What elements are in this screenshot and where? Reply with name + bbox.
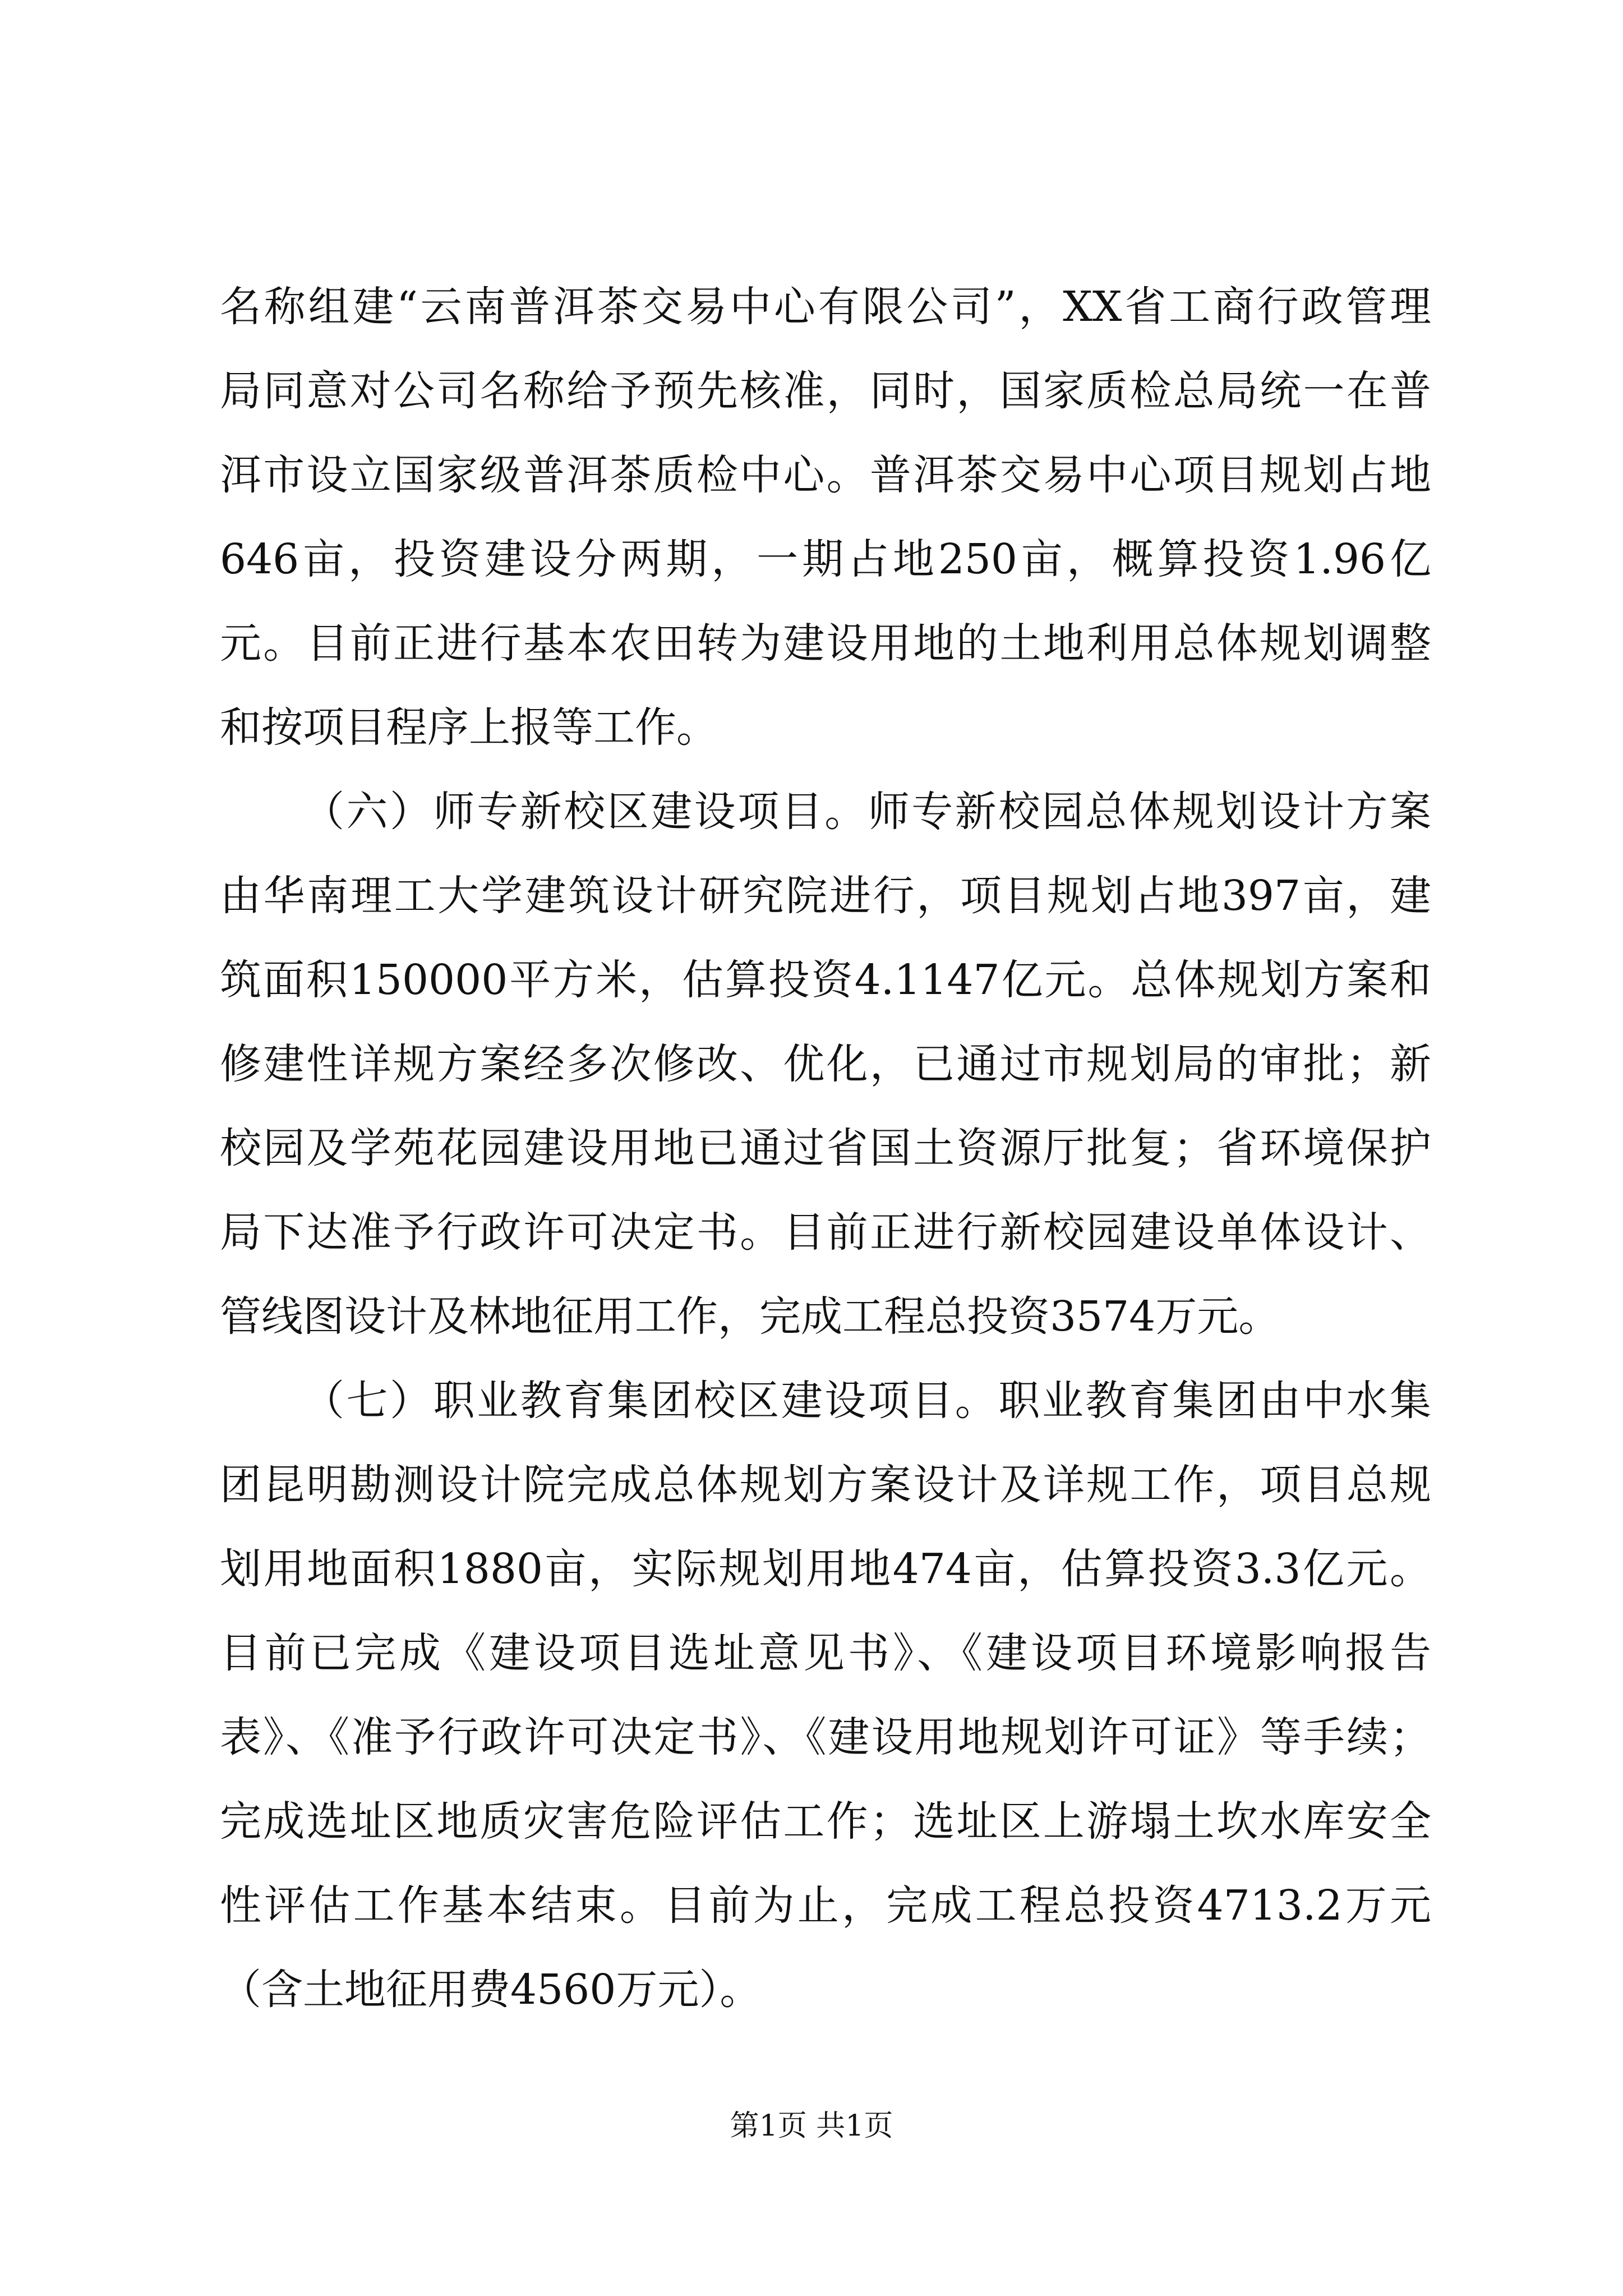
text-line: 表》、《准予行政许可决定书》、《建设用地规划许可证》等手续； <box>220 1713 1431 1761</box>
text-line: 校园及学苑花园建设用地已通过省国土资源厅批复；省环境保护 <box>220 1124 1431 1172</box>
text-line: 洱市设立国家级普洱茶质检中心。普洱茶交易中心项目规划占地 <box>220 451 1431 499</box>
paragraph-heading-line: （七）职业教育集团校区建设项目。职业教育集团由中水集 <box>303 1377 1431 1425</box>
text-line: 局下达准予行政许可决定书。目前正进行新校园建设单体设计、 <box>220 1208 1431 1257</box>
text-line: 由华南理工大学建筑设计研究院进行，项目规划占地397亩，建 <box>220 872 1431 920</box>
text-line: 局同意对公司名称给予预先核准，同时，国家质检总局统一在普 <box>220 367 1431 415</box>
paragraph-heading-line: （六）师专新校区建设项目。师专新校园总体规划设计方案 <box>303 788 1431 836</box>
text-line: 划用地面积1880亩，实际规划用地474亩，估算投资3.3亿元。 <box>220 1545 1431 1593</box>
text-line: 管线图设计及林地征用工作，完成工程总投资3574万元。 <box>220 1292 1280 1341</box>
text-line: 性评估工作基本结束。目前为止，完成工程总投资4713.2万元 <box>220 1881 1431 1930</box>
text-line: 修建性详规方案经多次修改、优化，已通过市规划局的审批；新 <box>220 1040 1431 1088</box>
text-line: 元。目前正进行基本农田转为建设用地的土地利用总体规划调整 <box>220 619 1431 668</box>
text-line: （含土地征用费4560万元）。 <box>220 1966 762 2014</box>
document-body <box>220 265 1431 2032</box>
text-line: 完成选址区地质灾害危险评估工作；选址区上游塌土坎水库安全 <box>220 1797 1431 1846</box>
page-footer <box>0 2106 1623 2146</box>
text-line: 和按项目程序上报等工作。 <box>220 703 718 752</box>
text-line: 646亩，投资建设分两期，一期占地250亩，概算投资1.96亿 <box>220 535 1431 583</box>
page-number-text: 第1页 共1页 <box>730 2109 893 2143</box>
text-line: 团昆明勘测设计院完成总体规划方案设计及详规工作，项目总规 <box>220 1461 1431 1509</box>
text-line: 目前已完成《建设项目选址意见书》、《建设项目环境影响报告 <box>220 1629 1431 1677</box>
text-line: 名称组建“云南普洱茶交易中心有限公司”，XX省工商行政管理 <box>220 283 1431 331</box>
text-line: 筑面积150000平方米，估算投资4.1147亿元。总体规划方案和 <box>220 956 1431 1004</box>
